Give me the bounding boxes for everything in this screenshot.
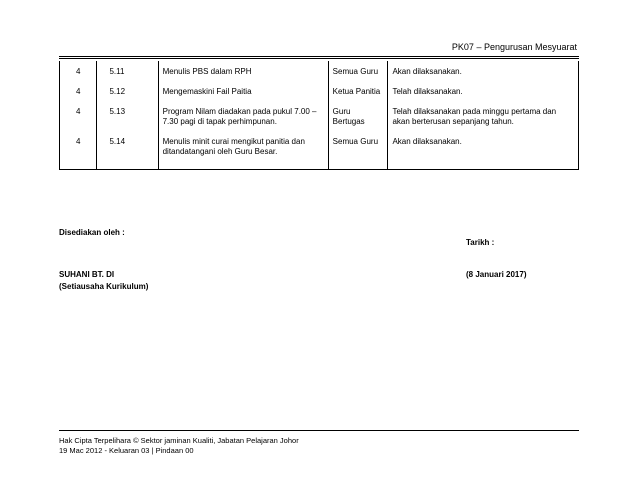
footer-divider xyxy=(59,430,579,431)
item-description: Menulis PBS dalam RPH xyxy=(158,61,328,81)
header-divider xyxy=(59,56,579,59)
table-row xyxy=(60,101,579,131)
footer-version: 19 Mac 2012 - Keluaran 03 | Pindaan 00 xyxy=(59,446,194,455)
preparer-role: (Setiausaha Kurikulum) xyxy=(59,282,149,291)
item-number: 5.11 xyxy=(97,61,158,81)
minutes-table xyxy=(59,61,579,170)
table-row xyxy=(60,81,579,101)
item-description: Mengemaskini Fail Paitia xyxy=(158,81,328,101)
date-label: Tarikh : xyxy=(466,238,495,247)
row-number: 4 xyxy=(60,81,97,101)
item-number: 5.14 xyxy=(97,131,158,170)
preparer-name: SUHANI BT. DI xyxy=(59,270,115,279)
table-row xyxy=(60,131,579,170)
table-row xyxy=(60,61,579,81)
document-header-title: PK07 – Pengurusan Mesyuarat xyxy=(451,42,577,52)
action-by: Semua Guru xyxy=(328,61,388,81)
item-status: Akan dilaksanakan. xyxy=(388,61,579,81)
item-number: 5.12 xyxy=(97,81,158,101)
row-number: 4 xyxy=(60,131,97,170)
row-number: 4 xyxy=(60,101,97,131)
item-status: Akan dilaksanakan. xyxy=(388,131,579,170)
footer-copyright: Hak Cipta Terpelihara © Sektor jaminan Kualiti, Jabatan Pelajaran Johor xyxy=(59,436,299,445)
action-by: Guru Bertugas xyxy=(328,101,388,131)
item-status: Telah dilaksanakan pada minggu pertama dan akan berterusan sepanjang tahun. xyxy=(388,101,579,131)
item-description: Program Nilam diadakan pada pukul 7.00 – 7.30 pagi di tapak perhimpunan. xyxy=(158,101,328,131)
action-by: Semua Guru xyxy=(328,131,388,170)
signoff-date: (8 Januari 2017) xyxy=(466,270,527,279)
item-description: Menulis minit curai mengikut panitia dan ditandatangani oleh Guru Besar. xyxy=(158,131,328,170)
item-status: Telah dilaksanakan. xyxy=(388,81,579,101)
row-number: 4 xyxy=(60,61,97,81)
action-by: Ketua Panitia xyxy=(328,81,388,101)
prepared-by-label: Disediakan oleh : xyxy=(59,228,125,237)
item-number: 5.13 xyxy=(97,101,158,131)
